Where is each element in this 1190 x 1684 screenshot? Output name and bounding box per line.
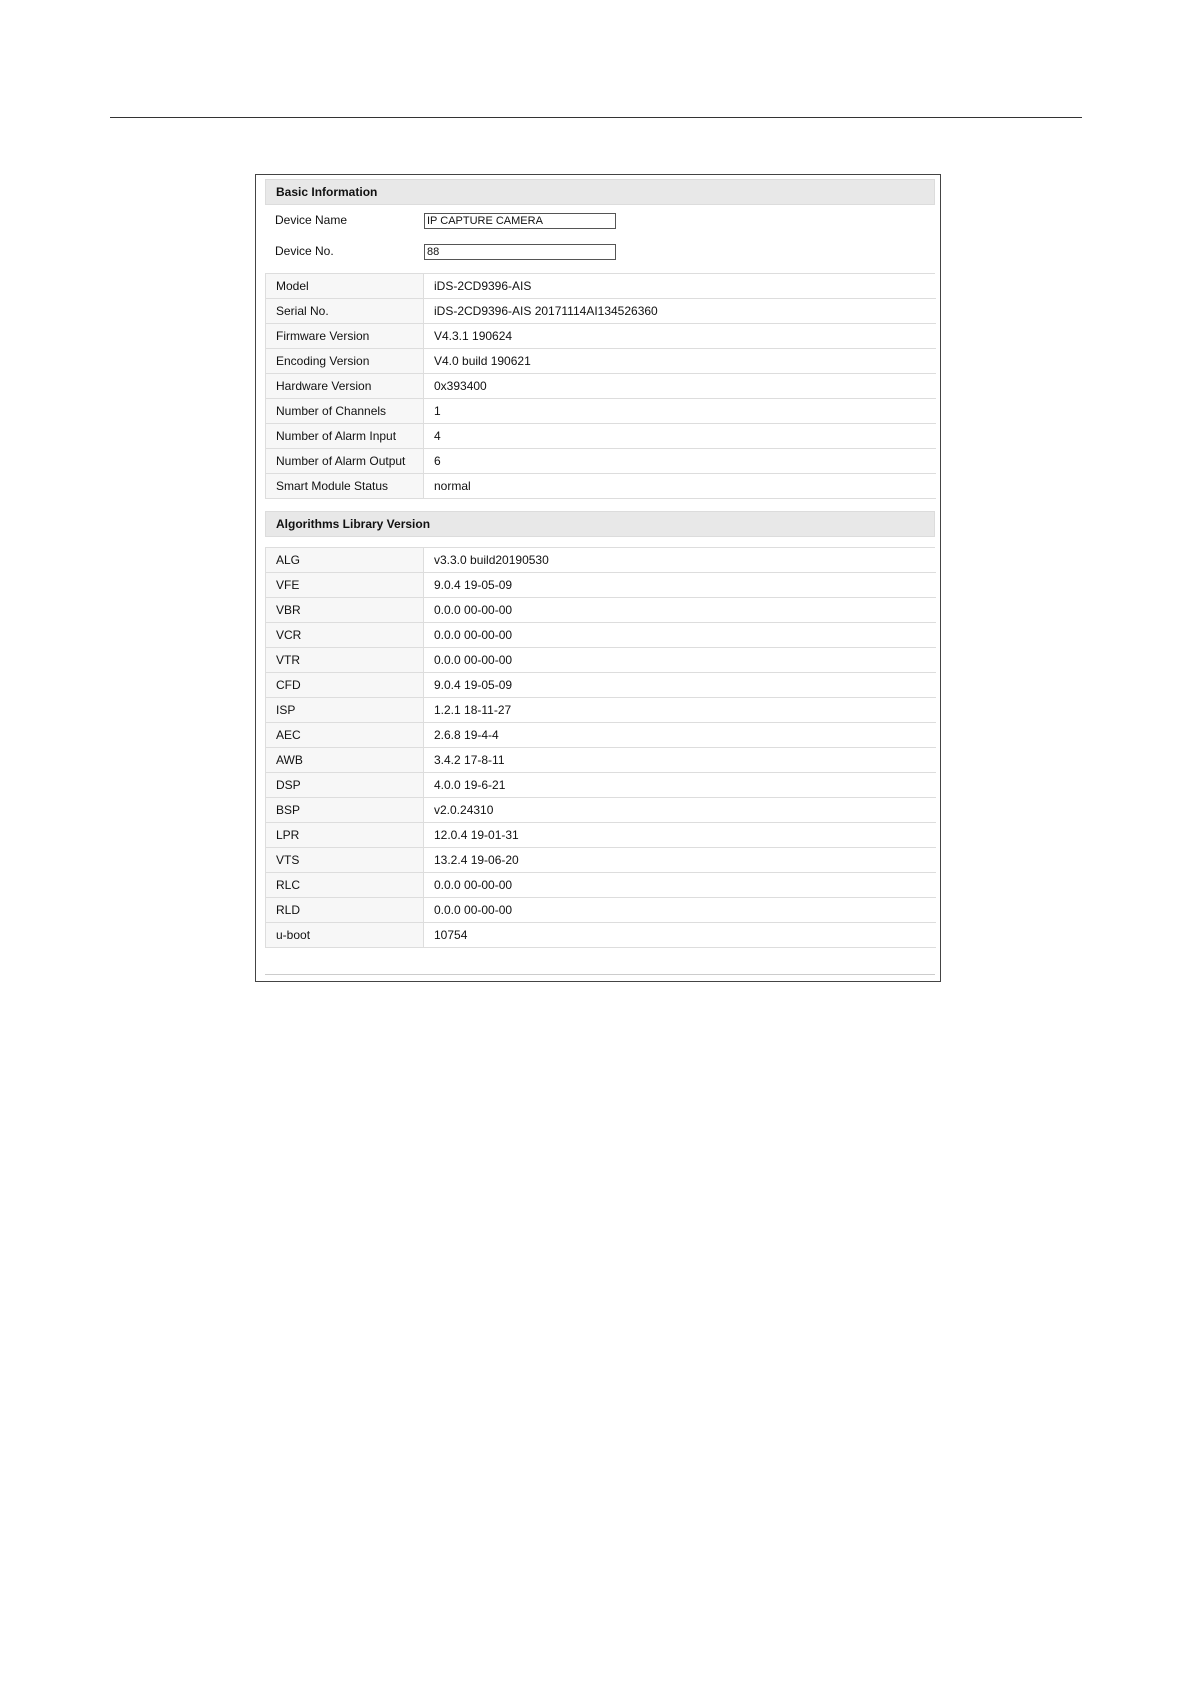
alg-value-vts: 13.2.4 19-06-20 xyxy=(424,848,937,873)
table-row xyxy=(266,274,936,299)
device-info-panel xyxy=(255,174,941,982)
table-row xyxy=(266,748,936,773)
table-row xyxy=(266,349,936,374)
alg-value-vfe: 9.0.4 19-05-09 xyxy=(424,573,937,598)
row-value-hardware-version: 0x393400 xyxy=(424,374,937,399)
device-name-row xyxy=(265,205,935,236)
alg-value-vcr: 0.0.0 00-00-00 xyxy=(424,623,937,648)
device-no-label: Device No. xyxy=(275,244,334,258)
row-value-encoding-version: V4.0 build 190621 xyxy=(424,349,937,374)
alg-value-rld: 0.0.0 00-00-00 xyxy=(424,898,937,923)
alg-label-lpr: LPR xyxy=(266,823,424,848)
table-row xyxy=(266,623,936,648)
device-no-row xyxy=(265,236,935,267)
alg-label-vcr: VCR xyxy=(266,623,424,648)
row-label-alarm-output: Number of Alarm Output xyxy=(266,449,424,474)
alg-value-isp: 1.2.1 18-11-27 xyxy=(424,698,937,723)
device-name-input[interactable] xyxy=(424,213,616,229)
alg-label-rld: RLD xyxy=(266,898,424,923)
table-row xyxy=(266,873,936,898)
page-header-rule xyxy=(110,117,1082,118)
algorithms-table xyxy=(266,548,936,948)
table-row xyxy=(266,773,936,798)
table-row xyxy=(266,449,936,474)
table-row xyxy=(266,299,936,324)
table-row xyxy=(266,548,936,573)
table-row xyxy=(266,648,936,673)
device-info-table xyxy=(266,274,936,499)
alg-value-u-boot: 10754 xyxy=(424,923,937,948)
table-row xyxy=(266,798,936,823)
alg-value-aec: 2.6.8 19-4-4 xyxy=(424,723,937,748)
alg-label-awb: AWB xyxy=(266,748,424,773)
row-value-number-of-channels: 1 xyxy=(424,399,937,424)
row-value-smart-module-status: normal xyxy=(424,474,937,499)
table-row xyxy=(266,598,936,623)
alg-value-awb: 3.4.2 17-8-11 xyxy=(424,748,937,773)
alg-label-cfd: CFD xyxy=(266,673,424,698)
row-label-encoding-version: Encoding Version xyxy=(266,349,424,374)
basic-information-header: Basic Information xyxy=(265,179,935,205)
table-row xyxy=(266,673,936,698)
algorithms-library-header: Algorithms Library Version xyxy=(265,511,935,537)
alg-label-rlc: RLC xyxy=(266,873,424,898)
row-value-alarm-output: 6 xyxy=(424,449,937,474)
alg-value-alg: v3.3.0 build20190530 xyxy=(424,548,937,573)
device-no-input[interactable] xyxy=(424,244,616,260)
table-row xyxy=(266,424,936,449)
table-row xyxy=(266,923,936,948)
alg-value-rlc: 0.0.0 00-00-00 xyxy=(424,873,937,898)
table-row xyxy=(266,823,936,848)
alg-value-dsp: 4.0.0 19-6-21 xyxy=(424,773,937,798)
alg-label-vts: VTS xyxy=(266,848,424,873)
alg-label-alg: ALG xyxy=(266,548,424,573)
table-row xyxy=(266,573,936,598)
table-row xyxy=(266,374,936,399)
panel-bottom-divider xyxy=(265,974,935,975)
table-row xyxy=(266,898,936,923)
row-value-firmware-version: V4.3.1 190624 xyxy=(424,324,937,349)
alg-label-aec: AEC xyxy=(266,723,424,748)
device-info-content xyxy=(265,179,935,948)
alg-value-vbr: 0.0.0 00-00-00 xyxy=(424,598,937,623)
alg-value-lpr: 12.0.4 19-01-31 xyxy=(424,823,937,848)
alg-label-bsp: BSP xyxy=(266,798,424,823)
device-name-label: Device Name xyxy=(275,213,348,227)
row-label-alarm-input: Number of Alarm Input xyxy=(266,424,424,449)
row-label-number-of-channels: Number of Channels xyxy=(266,399,424,424)
row-label-hardware-version: Hardware Version xyxy=(266,374,424,399)
table-row xyxy=(266,324,936,349)
table-row xyxy=(266,723,936,748)
row-label-model: Model xyxy=(266,274,424,299)
algorithms-table-wrap xyxy=(265,547,935,948)
table-row xyxy=(266,399,936,424)
row-label-smart-module-status: Smart Module Status xyxy=(266,474,424,499)
alg-label-vbr: VBR xyxy=(266,598,424,623)
device-info-table-wrap xyxy=(265,273,935,499)
alg-label-vfe: VFE xyxy=(266,573,424,598)
row-value-model: iDS-2CD9396-AIS xyxy=(424,274,937,299)
row-value-serial-no: iDS-2CD9396-AIS 20171114AI134526360 xyxy=(424,299,937,324)
row-label-serial-no: Serial No. xyxy=(266,299,424,324)
table-row xyxy=(266,848,936,873)
alg-value-bsp: v2.0.24310 xyxy=(424,798,937,823)
alg-label-dsp: DSP xyxy=(266,773,424,798)
alg-label-u-boot: u-boot xyxy=(266,923,424,948)
table-row xyxy=(266,474,936,499)
alg-value-cfd: 9.0.4 19-05-09 xyxy=(424,673,937,698)
row-label-firmware-version: Firmware Version xyxy=(266,324,424,349)
row-value-alarm-input: 4 xyxy=(424,424,937,449)
table-row xyxy=(266,698,936,723)
alg-label-isp: ISP xyxy=(266,698,424,723)
alg-label-vtr: VTR xyxy=(266,648,424,673)
alg-value-vtr: 0.0.0 00-00-00 xyxy=(424,648,937,673)
